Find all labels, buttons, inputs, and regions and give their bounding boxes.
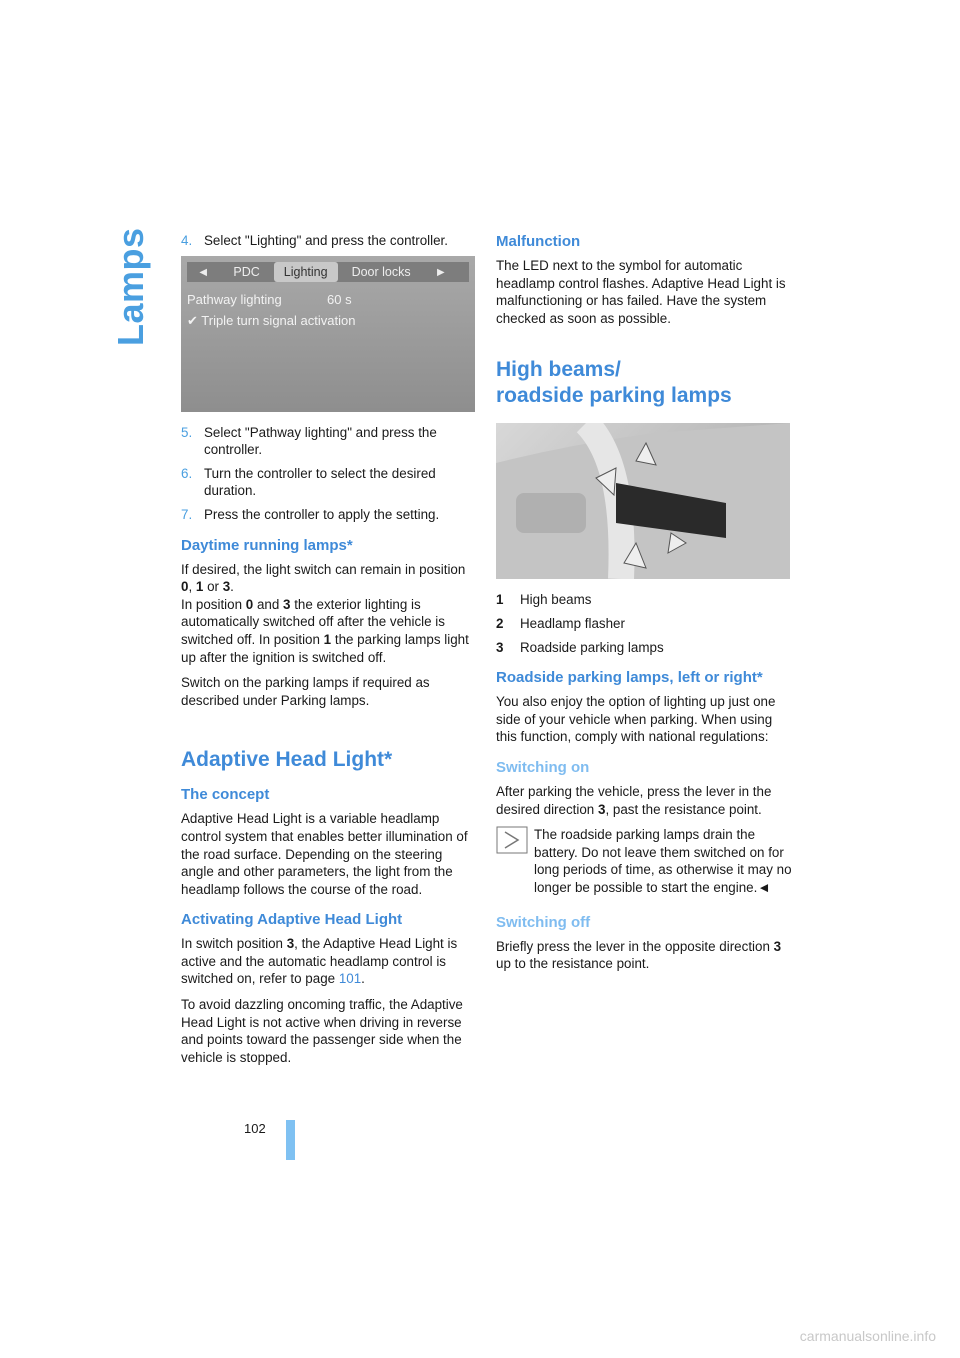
text: . [230, 579, 234, 595]
position-1: 1 [195, 579, 204, 595]
list-text: Headlamp flasher [520, 615, 625, 631]
tab-pdc: PDC [233, 264, 260, 279]
side-section-title-text: Lamps [110, 227, 151, 346]
direction-3: 3 [597, 801, 606, 817]
activating-heading: Activating Adaptive Head Light [181, 911, 403, 929]
text: If desired, the light switch can remain in position [181, 561, 466, 577]
malfunction-paragraph: The LED next to the symbol for automatic headlamp control flashes. Adaptive Head Light is malfunctioning or has failed. Have the system checked as soon as possible. [496, 258, 786, 326]
concept-paragraph: Adaptive Head Light is a variable headlamp control system that enables better illumination of the road surface. Depending on the steering angle and other parameters, the light from the headlamp follows the course of the road. [181, 811, 468, 897]
direction-3: 3 [773, 938, 782, 954]
note-triangle-icon [496, 826, 528, 854]
check-icon: ✔ [187, 312, 202, 328]
position-1: 1 [323, 631, 332, 647]
note-block [496, 826, 794, 896]
pathway-lighting-label: Pathway lighting [187, 291, 282, 307]
step-number: 5. [181, 424, 193, 440]
position-3: 3 [222, 579, 231, 595]
roadside-paragraph: You also enjoy the option of lighting up just one side of your vehicle when parking. When using this function, comply with national regulations: [496, 694, 776, 745]
tab-right-arrow: ► [434, 264, 447, 279]
text: Briefly press the lever in the opposite direction [496, 938, 774, 954]
list-number: 1 [496, 592, 504, 608]
step-number: 6. [181, 465, 193, 481]
text: the parking lamps light up after the ignition is switched off. [181, 631, 469, 665]
concept-heading: The concept [181, 786, 270, 804]
list-text: High beams [520, 592, 592, 608]
lever-illustration [496, 423, 790, 579]
text: In switch position [181, 936, 287, 952]
daytime-running-lamps-heading: Daytime running lamps* [181, 536, 353, 554]
position-0: 0 [245, 596, 254, 612]
switching-off-paragraph [496, 938, 794, 973]
adaptive-head-light-heading: Adaptive Head Light* [181, 748, 393, 772]
text: After parking the vehicle, press the lever in the desired direction [496, 783, 772, 817]
screen-menu-bar [187, 262, 469, 282]
heading-line-1: High beams/ [496, 358, 621, 382]
list-number: 2 [496, 615, 504, 631]
page-number-bar [286, 1120, 295, 1160]
switching-on-paragraph [496, 783, 794, 818]
note-text: The roadside parking lamps drain the battery. Do not leave them switched on for long periods of time, as otherwise it may no longer be possible to start the engine.◄ [534, 827, 792, 895]
step-6 [181, 465, 477, 500]
text: , past the resistance point. [605, 801, 762, 817]
step-text: Turn the controller to select the desired duration. [204, 465, 436, 499]
step-text: Select "Pathway lighting" and press the controller. [204, 424, 437, 458]
text: the exterior lighting is automatically switched off after the vehicle is switched off. In position [181, 596, 445, 647]
list-item [496, 591, 794, 609]
switching-on-heading: Switching on [496, 758, 590, 776]
activating-paragraph-1 [181, 935, 477, 988]
tab-lighting: Lighting [274, 262, 338, 282]
position-0: 0 [181, 579, 189, 595]
step-text: Select "Lighting" and press the controller. [204, 233, 448, 248]
turn-signal-lever-image [496, 423, 790, 579]
drl-paragraph-1 [181, 561, 477, 667]
list-item [496, 615, 794, 633]
activating-paragraph-2: To avoid dazzling oncoming traffic, the Adaptive Head Light is not active when driving in reverse and points toward the passenger side when the vehicle is stopped. [181, 997, 463, 1065]
right-column [496, 232, 794, 981]
list-text: Roadside parking lamps [520, 639, 664, 655]
step-number: 4. [181, 233, 193, 248]
list-number: 3 [496, 639, 504, 655]
step-text: Press the controller to apply the setting. [204, 506, 440, 522]
triple-turn-label: Triple turn signal activation [201, 312, 356, 328]
idrive-screen-image [181, 256, 475, 412]
text: or [203, 579, 223, 595]
switching-off-heading: Switching off [496, 913, 591, 931]
page-number: 102 [244, 1121, 266, 1136]
step-5 [181, 424, 477, 459]
malfunction-heading: Malfunction [496, 233, 581, 250]
text: , [188, 579, 196, 595]
step-number: 7. [181, 506, 193, 522]
text: up to the resistance point. [496, 956, 650, 972]
position-3: 3 [283, 596, 291, 612]
text: and [253, 596, 284, 612]
page-link[interactable]: 101 [338, 971, 362, 987]
step-7 [181, 506, 477, 524]
list-item [496, 639, 794, 657]
screen-row-triple [187, 312, 355, 330]
screen-row-pathway [187, 291, 352, 309]
watermark: carmanualsonline.info [799, 1328, 936, 1344]
text: In position [181, 596, 246, 612]
side-section-title [110, 226, 162, 346]
heading-line-2: roadside parking lamps [496, 384, 732, 408]
pathway-lighting-value: 60 s [327, 291, 352, 307]
tab-door-locks: Door locks [351, 264, 411, 279]
drl-paragraph-3: Switch on the parking lamps if required as described under Parking lamps. [181, 675, 430, 708]
high-beams-heading [496, 357, 794, 409]
high-beams-legend-list [496, 591, 794, 656]
left-column [181, 232, 477, 1074]
position-3: 3 [286, 936, 295, 952]
text: . [361, 971, 365, 987]
tab-left-arrow: ◄ [197, 264, 210, 279]
roadside-parking-heading: Roadside parking lamps, left or right* [496, 669, 763, 687]
text: , the Adaptive Head Light is active and the automatic headlamp control is switched on, refer to page [181, 936, 458, 987]
step-4 [181, 232, 477, 250]
